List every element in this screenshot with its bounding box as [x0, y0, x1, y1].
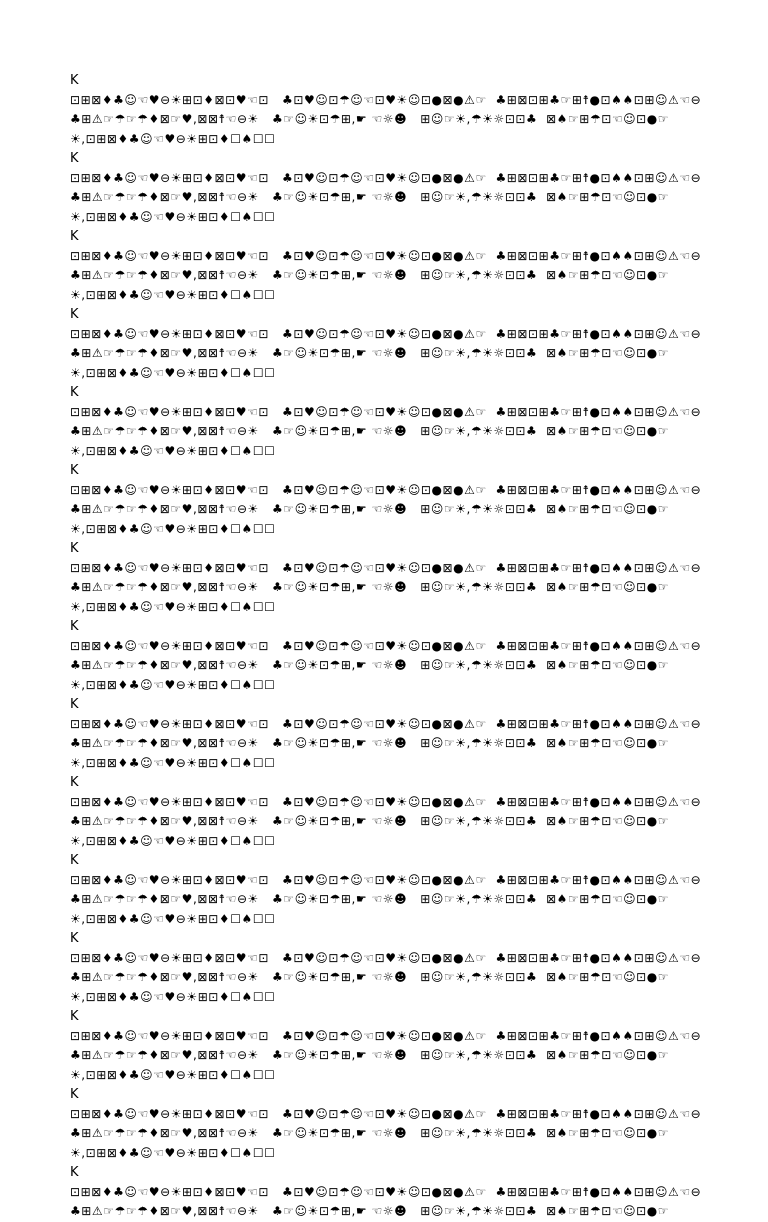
symbol-text-line: ⊡⊞⊠♦♣☺☜♥⊖☀⊞⊡♦⊠⊡♥☜⊡ ♣⊡♥☺⊡☂☺☜⊡♥☀☺⊡●⊠●⚠☞ ♣⊞⊠⊡⊞♣☞⊞☨●⊡♠♠⊡⊞☺⚠☜⊖ [70, 1028, 702, 1043]
symbol-text-line: ♣⊞⚠☞☂☞☂♦⊠☞♥,⊠⊠☨☜⊖☀ ♣☞☺☀⊡☂⊞,☛ ☜☼☻ ⊞☺☞☀,☂☀☼⊡⊡♣ ⊠♠☞⊞☂⊡☜☺⊡●☞ [70, 1204, 670, 1218]
symbol-text-line: ♣⊞⚠☞☂☞☂♦⊠☞♥,⊠⊠☨☜⊖☀ ♣☞☺☀⊡☂⊞,☛ ☜☼☻ ⊞☺☞☀,☂☀☼⊡⊡♣ ⊠♠☞⊞☂⊡☜☺⊡●☞ [70, 1126, 670, 1140]
symbol-text-line: ⊡⊞⊠♦♣☺☜♥⊖☀⊞⊡♦⊠⊡♥☜⊡ ♣⊡♥☺⊡☂☺☜⊡♥☀☺⊡●⊠●⚠☞ ♣⊞⊠⊡⊞♣☞⊞☨●⊡♠♠⊡⊞☺⚠☜⊖ [70, 170, 702, 185]
symbol-text-line: ⊡⊞⊠♦♣☺☜♥⊖☀⊞⊡♦⊠⊡♥☜⊡ ♣⊡♥☺⊡☂☺☜⊡♥☀☺⊡●⊠●⚠☞ ♣⊞⊠⊡⊞♣☞⊞☨●⊡♠♠⊡⊞☺⚠☜⊖ [70, 1184, 702, 1199]
block-heading: K [70, 1009, 79, 1024]
text-block [70, 695, 730, 773]
text-block [70, 461, 730, 539]
symbol-text-line: ☀,⊡⊞⊠♦♣☺☜♥⊖☀⊞⊡♦☐♠☐☐ [70, 755, 276, 770]
block-heading: K [70, 853, 79, 868]
symbol-text-line: ⊡⊞⊠♦♣☺☜♥⊖☀⊞⊡♦⊠⊡♥☜⊡ ♣⊡♥☺⊡☂☺☜⊡♥☀☺⊡●⊠●⚠☞ ♣⊞⊠⊡⊞♣☞⊞☨●⊡♠♠⊡⊞☺⚠☜⊖ [70, 872, 702, 887]
symbol-text-line: ☀,⊡⊞⊠♦♣☺☜♥⊖☀⊞⊡♦☐♠☐☐ [70, 989, 276, 1004]
symbol-text-line: ☀,⊡⊞⊠♦♣☺☜♥⊖☀⊞⊡♦☐♠☐☐ [70, 209, 276, 224]
text-block [70, 1085, 730, 1163]
symbol-text-line: ⊡⊞⊠♦♣☺☜♥⊖☀⊞⊡♦⊠⊡♥☜⊡ ♣⊡♥☺⊡☂☺☜⊡♥☀☺⊡●⊠●⚠☞ ♣⊞⊠⊡⊞♣☞⊞☨●⊡♠♠⊡⊞☺⚠☜⊖ [70, 248, 702, 263]
symbol-text-line: ♣⊞⚠☞☂☞☂♦⊠☞♥,⊠⊠☨☜⊖☀ ♣☞☺☀⊡☂⊞,☛ ☜☼☻ ⊞☺☞☀,☂☀☼⊡⊡♣ ⊠♠☞⊞☂⊡☜☺⊡●☞ [70, 658, 670, 672]
symbol-text-line: ☀,⊡⊞⊠♦♣☺☜♥⊖☀⊞⊡♦☐♠☐☐ [70, 521, 276, 536]
symbol-text-line: ⊡⊞⊠♦♣☺☜♥⊖☀⊞⊡♦⊠⊡♥☜⊡ ♣⊡♥☺⊡☂☺☜⊡♥☀☺⊡●⊠●⚠☞ ♣⊞⊠⊡⊞♣☞⊞☨●⊡♠♠⊡⊞☺⚠☜⊖ [70, 794, 702, 809]
text-block [70, 539, 730, 617]
text-block [70, 929, 730, 1007]
symbol-text-line: ☀,⊡⊞⊠♦♣☺☜♥⊖☀⊞⊡♦☐♠☐☐ [70, 365, 276, 380]
symbol-text-line: ⊡⊞⊠♦♣☺☜♥⊖☀⊞⊡♦⊠⊡♥☜⊡ ♣⊡♥☺⊡☂☺☜⊡♥☀☺⊡●⊠●⚠☞ ♣⊞⊠⊡⊞♣☞⊞☨●⊡♠♠⊡⊞☺⚠☜⊖ [70, 404, 702, 419]
symbol-text-line: ♣⊞⚠☞☂☞☂♦⊠☞♥,⊠⊠☨☜⊖☀ ♣☞☺☀⊡☂⊞,☛ ☜☼☻ ⊞☺☞☀,☂☀☼⊡⊡♣ ⊠♠☞⊞☂⊡☜☺⊡●☞ [70, 1048, 670, 1062]
symbol-text-line: ⊡⊞⊠♦♣☺☜♥⊖☀⊞⊡♦⊠⊡♥☜⊡ ♣⊡♥☺⊡☂☺☜⊡♥☀☺⊡●⊠●⚠☞ ♣⊞⊠⊡⊞♣☞⊞☨●⊡♠♠⊡⊞☺⚠☜⊖ [70, 1106, 702, 1121]
symbol-text-line: ♣⊞⚠☞☂☞☂♦⊠☞♥,⊠⊠☨☜⊖☀ ♣☞☺☀⊡☂⊞,☛ ☜☼☻ ⊞☺☞☀,☂☀☼⊡⊡♣ ⊠♠☞⊞☂⊡☜☺⊡●☞ [70, 736, 670, 750]
text-block [70, 383, 730, 461]
symbol-text-line: ⊡⊞⊠♦♣☺☜♥⊖☀⊞⊡♦⊠⊡♥☜⊡ ♣⊡♥☺⊡☂☺☜⊡♥☀☺⊡●⊠●⚠☞ ♣⊞⊠⊡⊞♣☞⊞☨●⊡♠♠⊡⊞☺⚠☜⊖ [70, 326, 702, 341]
symbol-text-line: ♣⊞⚠☞☂☞☂♦⊠☞♥,⊠⊠☨☜⊖☀ ♣☞☺☀⊡☂⊞,☛ ☜☼☻ ⊞☺☞☀,☂☀☼⊡⊡♣ ⊠♠☞⊞☂⊡☜☺⊡●☞ [70, 580, 670, 594]
block-heading: K [70, 619, 79, 634]
text-block [70, 227, 730, 305]
block-heading: K [70, 151, 79, 166]
symbol-text-line: ♣⊞⚠☞☂☞☂♦⊠☞♥,⊠⊠☨☜⊖☀ ♣☞☺☀⊡☂⊞,☛ ☜☼☻ ⊞☺☞☀,☂☀☼⊡⊡♣ ⊠♠☞⊞☂⊡☜☺⊡●☞ [70, 892, 670, 906]
symbol-text-line: ♣⊞⚠☞☂☞☂♦⊠☞♥,⊠⊠☨☜⊖☀ ♣☞☺☀⊡☂⊞,☛ ☜☼☻ ⊞☺☞☀,☂☀☼⊡⊡♣ ⊠♠☞⊞☂⊡☜☺⊡●☞ [70, 502, 670, 516]
block-heading: K [70, 775, 79, 790]
symbol-text-line: ♣⊞⚠☞☂☞☂♦⊠☞♥,⊠⊠☨☜⊖☀ ♣☞☺☀⊡☂⊞,☛ ☜☼☻ ⊞☺☞☀,☂☀☼⊡⊡♣ ⊠♠☞⊞☂⊡☜☺⊡●☞ [70, 970, 670, 984]
symbol-text-line: ♣⊞⚠☞☂☞☂♦⊠☞♥,⊠⊠☨☜⊖☀ ♣☞☺☀⊡☂⊞,☛ ☜☼☻ ⊞☺☞☀,☂☀☼⊡⊡♣ ⊠♠☞⊞☂⊡☜☺⊡●☞ [70, 814, 670, 828]
block-heading: K [70, 73, 79, 88]
text-block [70, 773, 730, 851]
symbol-text-line: ☀,⊡⊞⊠♦♣☺☜♥⊖☀⊞⊡♦☐♠☐☐ [70, 1067, 276, 1082]
text-block [70, 71, 730, 149]
block-heading: K [70, 463, 79, 478]
block-heading: K [70, 229, 79, 244]
symbol-text-line: ☀,⊡⊞⊠♦♣☺☜♥⊖☀⊞⊡♦☐♠☐☐ [70, 599, 276, 614]
symbol-text-line: ♣⊞⚠☞☂☞☂♦⊠☞♥,⊠⊠☨☜⊖☀ ♣☞☺☀⊡☂⊞,☛ ☜☼☻ ⊞☺☞☀,☂☀☼⊡⊡♣ ⊠♠☞⊞☂⊡☜☺⊡●☞ [70, 112, 670, 126]
symbol-text-line: ☀,⊡⊞⊠♦♣☺☜♥⊖☀⊞⊡♦☐♠☐☐ [70, 287, 276, 302]
symbol-text-line: ☀,⊡⊞⊠♦♣☺☜♥⊖☀⊞⊡♦☐♠☐☐ [70, 1145, 276, 1160]
symbol-text-line: ⊡⊞⊠♦♣☺☜♥⊖☀⊞⊡♦⊠⊡♥☜⊡ ♣⊡♥☺⊡☂☺☜⊡♥☀☺⊡●⊠●⚠☞ ♣⊞⊠⊡⊞♣☞⊞☨●⊡♠♠⊡⊞☺⚠☜⊖ [70, 716, 702, 731]
block-heading: K [70, 697, 79, 712]
text-block [70, 851, 730, 929]
block-heading: K [70, 1165, 79, 1180]
symbol-text-line: ♣⊞⚠☞☂☞☂♦⊠☞♥,⊠⊠☨☜⊖☀ ♣☞☺☀⊡☂⊞,☛ ☜☼☻ ⊞☺☞☀,☂☀☼⊡⊡♣ ⊠♠☞⊞☂⊡☜☺⊡●☞ [70, 424, 670, 438]
text-block [70, 305, 730, 383]
document-page [70, 71, 730, 1222]
text-block [70, 1163, 730, 1222]
symbol-text-line: ♣⊞⚠☞☂☞☂♦⊠☞♥,⊠⊠☨☜⊖☀ ♣☞☺☀⊡☂⊞,☛ ☜☼☻ ⊞☺☞☀,☂☀☼⊡⊡♣ ⊠♠☞⊞☂⊡☜☺⊡●☞ [70, 190, 670, 204]
symbol-text-line: ♣⊞⚠☞☂☞☂♦⊠☞♥,⊠⊠☨☜⊖☀ ♣☞☺☀⊡☂⊞,☛ ☜☼☻ ⊞☺☞☀,☂☀☼⊡⊡♣ ⊠♠☞⊞☂⊡☜☺⊡●☞ [70, 268, 670, 282]
block-heading: K [70, 307, 79, 322]
symbol-text-line: ☀,⊡⊞⊠♦♣☺☜♥⊖☀⊞⊡♦☐♠☐☐ [70, 911, 276, 926]
symbol-text-line: ⊡⊞⊠♦♣☺☜♥⊖☀⊞⊡♦⊠⊡♥☜⊡ ♣⊡♥☺⊡☂☺☜⊡♥☀☺⊡●⊠●⚠☞ ♣⊞⊠⊡⊞♣☞⊞☨●⊡♠♠⊡⊞☺⚠☜⊖ [70, 950, 702, 965]
symbol-text-line: ☀,⊡⊞⊠♦♣☺☜♥⊖☀⊞⊡♦☐♠☐☐ [70, 131, 276, 146]
symbol-text-line: ⊡⊞⊠♦♣☺☜♥⊖☀⊞⊡♦⊠⊡♥☜⊡ ♣⊡♥☺⊡☂☺☜⊡♥☀☺⊡●⊠●⚠☞ ♣⊞⊠⊡⊞♣☞⊞☨●⊡♠♠⊡⊞☺⚠☜⊖ [70, 482, 702, 497]
text-block [70, 1007, 730, 1085]
block-heading: K [70, 385, 79, 400]
text-block [70, 617, 730, 695]
block-heading: K [70, 1087, 79, 1102]
symbol-text-line: ♣⊞⚠☞☂☞☂♦⊠☞♥,⊠⊠☨☜⊖☀ ♣☞☺☀⊡☂⊞,☛ ☜☼☻ ⊞☺☞☀,☂☀☼⊡⊡♣ ⊠♠☞⊞☂⊡☜☺⊡●☞ [70, 346, 670, 360]
symbol-text-line: ☀,⊡⊞⊠♦♣☺☜♥⊖☀⊞⊡♦☐♠☐☐ [70, 443, 276, 458]
symbol-text-line: ☀,⊡⊞⊠♦♣☺☜♥⊖☀⊞⊡♦☐♠☐☐ [70, 833, 276, 848]
text-block [70, 149, 730, 227]
symbol-text-line: ⊡⊞⊠♦♣☺☜♥⊖☀⊞⊡♦⊠⊡♥☜⊡ ♣⊡♥☺⊡☂☺☜⊡♥☀☺⊡●⊠●⚠☞ ♣⊞⊠⊡⊞♣☞⊞☨●⊡♠♠⊡⊞☺⚠☜⊖ [70, 638, 702, 653]
symbol-text-line: ⊡⊞⊠♦♣☺☜♥⊖☀⊞⊡♦⊠⊡♥☜⊡ ♣⊡♥☺⊡☂☺☜⊡♥☀☺⊡●⊠●⚠☞ ♣⊞⊠⊡⊞♣☞⊞☨●⊡♠♠⊡⊞☺⚠☜⊖ [70, 92, 702, 107]
block-heading: K [70, 931, 79, 946]
block-heading: K [70, 541, 79, 556]
symbol-text-line: ☀,⊡⊞⊠♦♣☺☜♥⊖☀⊞⊡♦☐♠☐☐ [70, 677, 276, 692]
symbol-text-line: ⊡⊞⊠♦♣☺☜♥⊖☀⊞⊡♦⊠⊡♥☜⊡ ♣⊡♥☺⊡☂☺☜⊡♥☀☺⊡●⊠●⚠☞ ♣⊞⊠⊡⊞♣☞⊞☨●⊡♠♠⊡⊞☺⚠☜⊖ [70, 560, 702, 575]
